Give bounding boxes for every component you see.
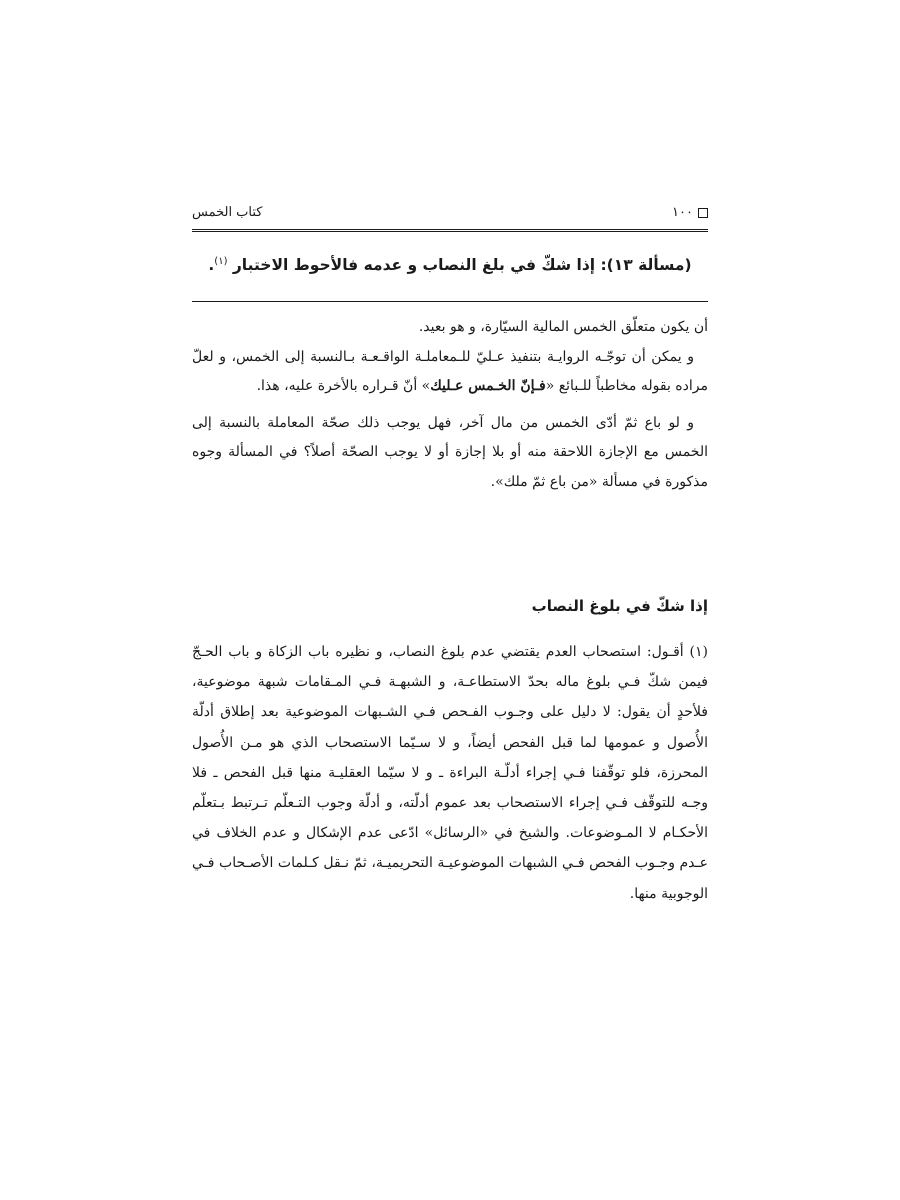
masala-title — [192, 246, 708, 281]
running-header — [192, 203, 708, 223]
main-text — [192, 313, 708, 498]
paragraph-3: و لو باع ثمّ أدّى الخمس من مال آخر، فهل يوجب ذلك صحّة المعاملة بالنسبة إلى الخمس مع الإجازة اللاحقة منه أو بلا إجازة أو لا يوجب الصحّة أصلاً؟ في المسألة وجوه مذكورة في مسألة «من باع ثمّ ملك». — [192, 414, 708, 490]
masala-title-tail: . — [208, 256, 215, 275]
footnote-marker: (١) — [214, 256, 228, 267]
section-heading: إذا شكّ في بلوغ النصاب — [531, 597, 708, 615]
header-rule — [192, 229, 708, 232]
square-bullet-icon — [698, 208, 708, 218]
page-number: ١٠٠ — [672, 205, 693, 220]
paragraph-2-part-b: » أنّ قـراره بالأخرة عليه، هذا. — [256, 378, 431, 395]
title-rule — [192, 301, 708, 302]
page-number-group — [672, 203, 708, 223]
quoted-hadith: فـإنّ الخـمس عـليك — [430, 378, 546, 395]
paragraph-1: أن يكون متعلّق الخمس المالية السيّارة، و هو بعيد. — [418, 319, 708, 335]
paragraph-2 — [192, 343, 708, 402]
book-title: كتاب الخمس — [192, 205, 263, 220]
masala-title-text: (مسألة ١٣): إذا شكّ في بلغ النصاب و عدمه فالأحوط الاختبار — [232, 256, 692, 275]
paragraph-2-part-a: و يمكن أن توجّـه الروايـة بتنفيذ عـليّ للـمعاملـة الواقـعـة بـالنسبة إلى الخمس، و لعلّ مراده بقوله مخاطباً للـبائع « — [192, 348, 708, 395]
book-page — [192, 0, 708, 1200]
footnote-text: (١) أقـول: استصحاب العدم يقتضي عدم بلوغ النصاب، و نظيره باب الزكاة و باب الحـجّ فيمن شكّ فـي بلوغ ماله بحدّ الاستطاعـة، و الشبهـة فـي المـقامات شبهة موضوعية، فلأحدٍ أن يقول: لا دليل على وجـوب الفـحص فـي الشـبهات الموضوعية بعد إطلاق أدلّة الأُصول و عمومها لما قبل الفحص أيضاً، و لا سـيّما الاستصحاب الذي هو مـن الأُصول المحرزة، فلو توقّفنا فـي إجراء أدلّـة البراءة ـ و لا سيّما العقليـة منها قبل الفحص ـ فلا وجـه للتوقّف فـي إجراء الاستصحاب بعد عموم أدلّته، و أدلّة وجوب التـعلّم تـرتبط بـتعلّم الأحكـام لا المـوضوعات. والشيخ في «الرسائل» ادّعى عدم الإشكال و عدم الخلاف في عـدم وجـوب الفحص فـي الشبهات الموضوعيـة التحريميـة، ثمّ نـقل كـلمات الأصـحاب فـي الوجوبية منها. — [192, 644, 708, 902]
footnote-1 — [192, 637, 708, 909]
